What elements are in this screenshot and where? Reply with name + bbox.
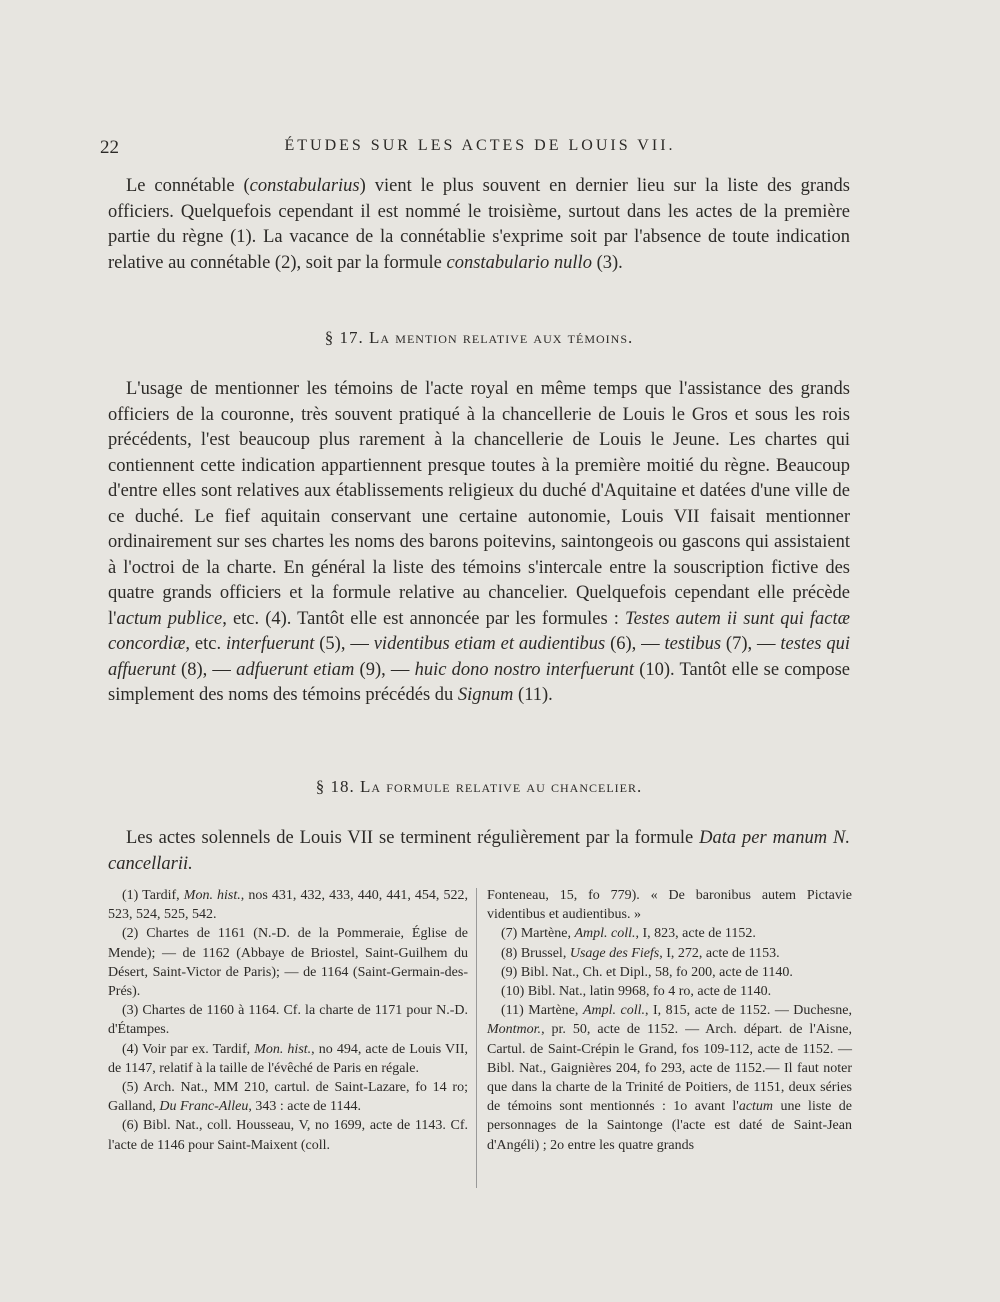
footnote: (11) Martène, Ampl. coll., I, 815, acte de 1152. — Duchesne, Montmor., pr. 50, acte de 1152. — Arch. départ. de l'Aisne, Cartul. de Saint-Crépin le Grand, fos 109-112, acte de 1152. — Bibl. Nat., Gaignières 204, fo 293, acte de 1152.— Il faut noter que dans la charte de la Trinité de Poitiers, de 1151, deux séries de témoins sont mentionnés : 1o avant l'actum une liste de personnages de la Saintonge (l'acte est daté de Saint-Jean d'Angéli) ; 2o entre les quatre grands bbox=[487, 1003, 853, 1153]
paragraph-constable: Le connétable (constabularius) vient le plus souvent en dernier lieu sur la liste des grands officiers. Quelquefois cependant il est nommé le troisième, surtout dans les actes de la première partie du règne (1). La vacance de la connétablie s'exprime soit par l'absence de toute indication relative au connétable (2), soit par la formule constabulario nullo (3). bbox=[108, 176, 850, 273]
footnote: (3) Chartes de 1160 à 1164. Cf. la charte de 1171 pour N.-D. d'Étampes. bbox=[108, 1003, 468, 1038]
footnote: (7) Martène, Ampl. coll., I, 823, acte de 1152. bbox=[501, 926, 756, 942]
footnote: (9) Bibl. Nat., Ch. et Dipl., 58, fo 200, acte de 1140. bbox=[501, 964, 793, 980]
footnote: (5) Arch. Nat., MM 210, cartul. de Saint-Lazare, fo 14 ro; Galland, Du Franc-Alleu, 343 : acte de 1144. bbox=[108, 1080, 468, 1115]
paragraph-witnesses: L'usage de mentionner les témoins de l'acte royal en même temps que l'assistance des grands officiers de la couronne, très souvent pratiqué à la chancellerie de Louis le Gros et sous les rois précédents, l'est beaucoup plus rarement à la chancellerie de Louis le Jeune. Les chartes qui contiennent cette indication appartiennent presque toutes à la première moitié du règne. Beaucoup d'entre elles sont relatives aux établissements religieux du duché d'Aquitaine et datées d'une ville de ce duché. Le fief aquitain conservant une certaine autonomie, Louis VII faisait mentionner ordinairement sur ses chartes les noms des barons poitevins, saintongeois ou gascons qui assistaient à l'octroi de la charte. En général la liste des témoins s'intercale entre la souscription fictive des quatre grands officiers et la formule relative au chancelier. Quelquefois cependant elle précède l'actum publice, etc. (4). Tantôt elle est annoncée par les formules : Testes autem ii sunt qui factæ concordiæ, etc. interfuerunt (5), — videntibus etiam et audientibus (6), — testibus (7), — testes qui affuerunt (8), — adfuerunt etiam (9), — huic dono nostro interfuerunt (10). Tantôt elle se compose simplement des noms des témoins précédés du Signum (11). bbox=[108, 379, 850, 705]
footnotes-right-column bbox=[487, 886, 852, 1155]
footnote: (10) Bibl. Nat., latin 9968, fo 4 ro, acte de 1140. bbox=[501, 984, 772, 1000]
paragraph-chancellor: Les actes solennels de Louis VII se terminent régulièrement par la formule Data per manum N. cancellarii. bbox=[108, 828, 850, 874]
footnote: (4) Voir par ex. Tardif, Mon. hist., no 494, acte de Louis VII, de 1147, relatif à la taille de l'évêché de Paris en régale. bbox=[108, 1041, 468, 1076]
section-17-heading: § 17. La mention relative aux témoins. bbox=[324, 328, 634, 347]
footnotes-left-column bbox=[108, 886, 468, 1155]
footnote-continuation: Fonteneau, 15, fo 779). « De baronibus autem Pictavie videntibus et audientibus. » bbox=[487, 888, 852, 923]
section-18-heading: § 18. La formule relative au chancelier. bbox=[315, 777, 643, 796]
page-header bbox=[100, 137, 860, 161]
page-number: 22 bbox=[100, 137, 119, 158]
footnote: (8) Brussel, Usage des Fiefs, I, 272, acte de 1153. bbox=[501, 945, 780, 961]
footnote-column-divider bbox=[476, 888, 477, 1188]
footnote: (1) Tardif, Mon. hist., nos 431, 432, 433, 440, 441, 454, 522, 523, 524, 525, 542. bbox=[108, 888, 469, 923]
footnote: (2) Chartes de 1161 (N.-D. de la Pommeraie, Église de Mende); — de 1162 (Abbaye de Briostel, Saint-Guilhem du Désert, Saint-Victor de Paris); — de 1164 (Saint-Germain-des-Prés). bbox=[108, 926, 468, 1000]
running-title: ÉTUDES SUR LES ACTES DE LOUIS VII. bbox=[284, 137, 676, 154]
footnote: (6) Bibl. Nat., coll. Housseau, V, no 1699, acte de 1143. Cf. l'acte de 1146 pour Saint-Maixent (coll. bbox=[108, 1118, 468, 1153]
